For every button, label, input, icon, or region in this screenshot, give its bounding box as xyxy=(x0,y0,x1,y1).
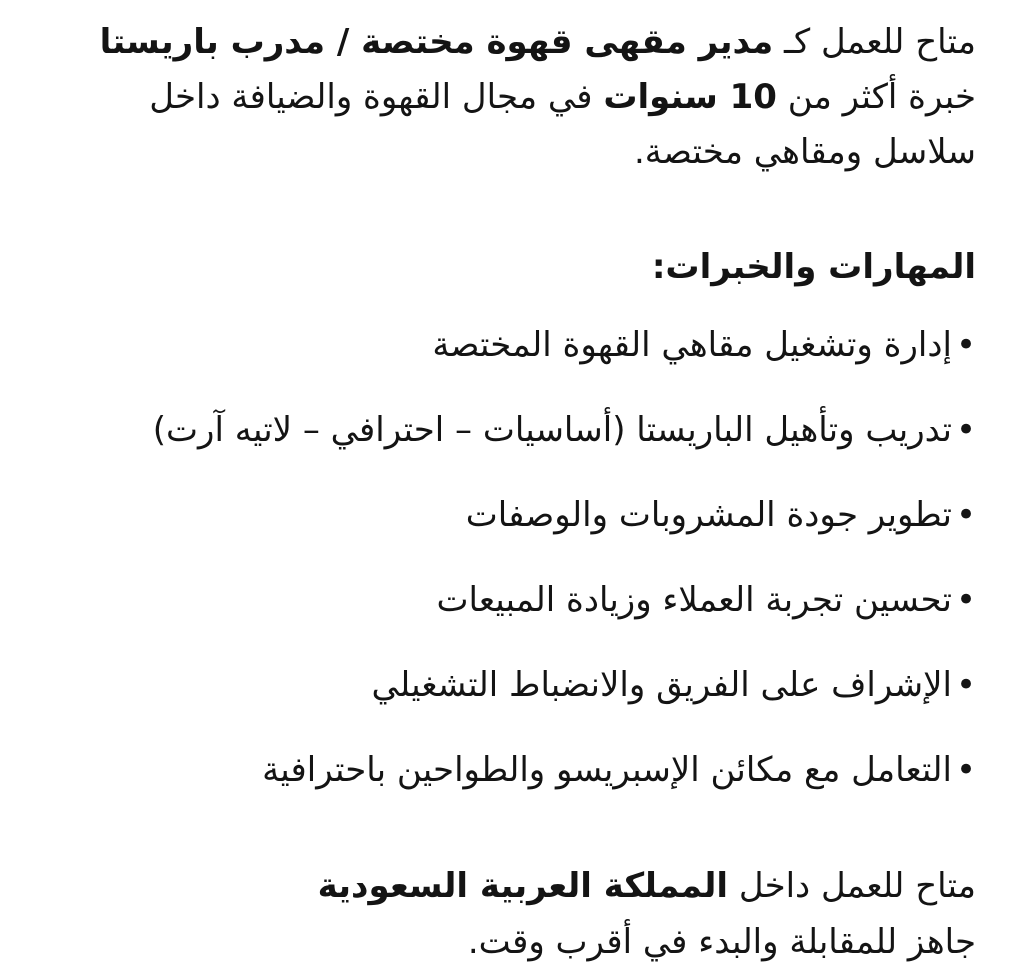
document-page xyxy=(46,0,976,975)
skill-item-text: تدريب وتأهيل الباريستا (أساسيات – احترافي – لاتيه آرت) xyxy=(152,410,952,450)
footer-line-2: جاهز للمقابلة والبدء في أقرب وقت. xyxy=(467,922,976,962)
skill-item-text: الإشراف على الفريق والانضباط التشغيلي xyxy=(371,665,952,705)
intro-years: 10 سنوات xyxy=(603,77,777,117)
intro-line-2 xyxy=(149,75,976,119)
skill-item-4 xyxy=(436,578,976,622)
bullet-icon: • xyxy=(955,410,976,450)
intro-job-title: مدير مقهى قهوة مختصة / مدرب باريستا xyxy=(99,22,774,62)
skill-item-2 xyxy=(153,408,976,452)
skill-item-text: تحسين تجربة العملاء وزيادة المبيعات xyxy=(436,580,952,620)
intro-field-text: في مجال القهوة والضيافة داخل xyxy=(149,77,604,117)
skill-item-3 xyxy=(466,493,976,537)
skill-item-text: إدارة وتشغيل مقاهي القهوة المختصة xyxy=(432,325,952,365)
skills-heading: المهارات والخبرات: xyxy=(651,247,976,287)
skill-item-5 xyxy=(372,663,976,707)
bullet-icon: • xyxy=(955,495,976,535)
footer-line-1 xyxy=(318,864,976,908)
intro-line-3: سلاسل ومقاهي مختصة. xyxy=(633,132,976,172)
bullet-icon: • xyxy=(955,665,976,705)
intro-line-1 xyxy=(100,20,976,64)
footer-available-text: متاح للعمل داخل xyxy=(728,866,976,906)
intro-experience-text: خبرة أكثر من xyxy=(776,77,976,117)
intro-available-text: متاح للعمل كـ xyxy=(773,22,976,62)
skill-item-1 xyxy=(432,323,976,367)
skill-item-text: تطوير جودة المشروبات والوصفات xyxy=(465,495,952,535)
bullet-icon: • xyxy=(955,750,976,790)
skill-item-text: التعامل مع مكائن الإسبريسو والطواحين باحترافية xyxy=(262,750,952,790)
footer-country: المملكة العربية السعودية xyxy=(317,866,729,906)
bullet-icon: • xyxy=(955,580,976,620)
skill-item-6 xyxy=(262,748,976,792)
bullet-icon: • xyxy=(955,325,976,365)
